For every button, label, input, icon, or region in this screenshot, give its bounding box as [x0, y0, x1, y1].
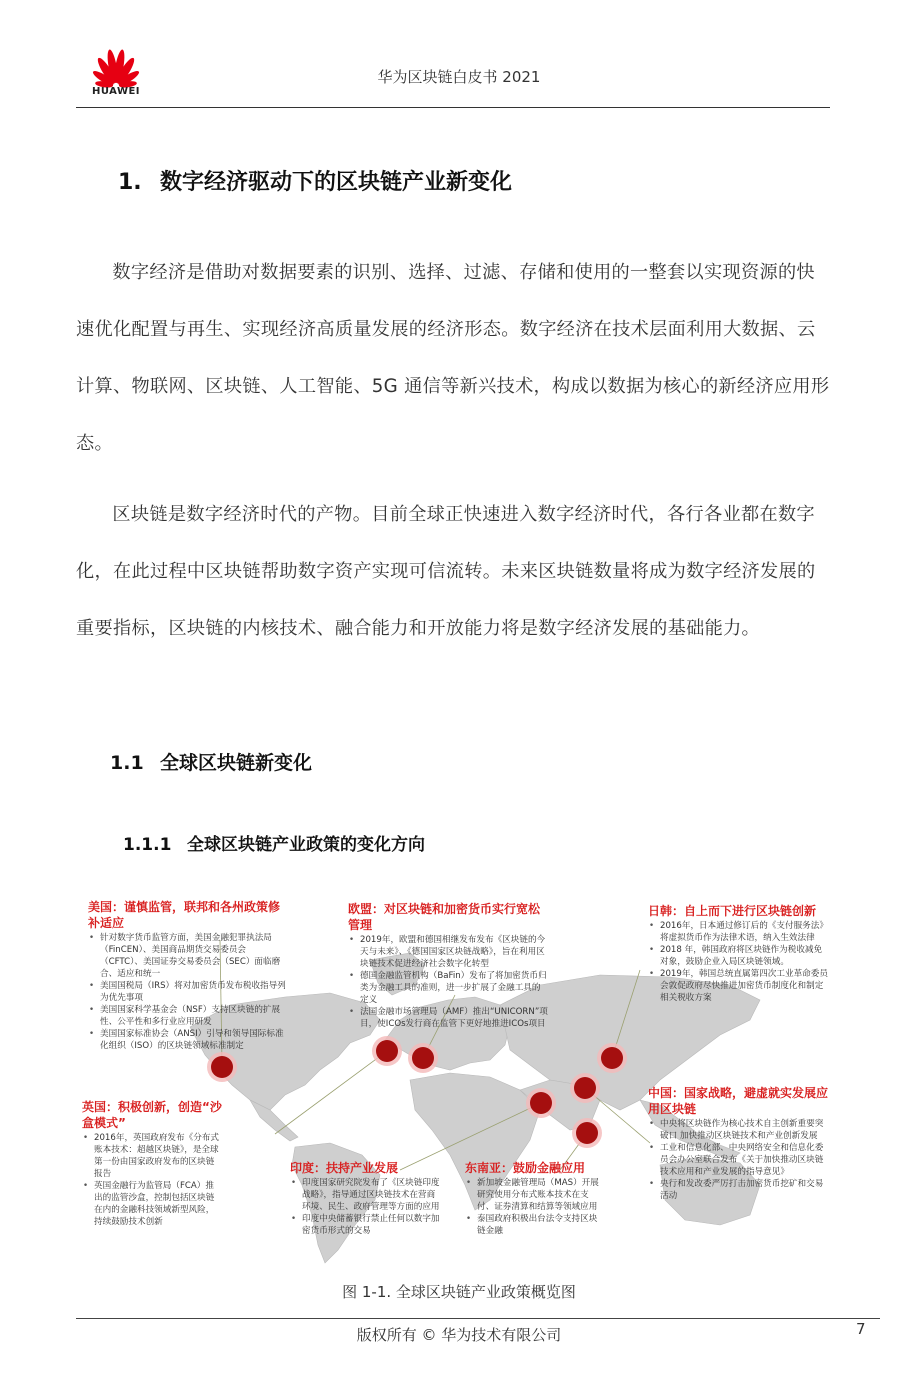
section-heading-1-1 [110, 748, 312, 775]
callout-title: 中国：国家战略，避虚就实发展应用区块链 [648, 1086, 829, 1116]
figure-caption: 图 1-1. 全球区块链产业政策概览图 [342, 1283, 576, 1301]
section-number: 1. [118, 170, 142, 195]
callout-item: • 2016年，日本通过修订后的《支付服务法》将虚拟货币作为法律术语，纳入生效法律 [660, 920, 828, 944]
document-title: 华为区块链白皮书 2021 [377, 68, 541, 86]
callout-title: 日韩：自上而下进行区块链创新 [648, 904, 817, 918]
callout-item: • 针对数字货币监管方面，美国金融犯罪执法局（FinCEN）、美国商品期货交易委员会（CFTC）、美国证券交易委员会（SEC）面临磨合、适应和统一 [100, 932, 288, 980]
callout-india [290, 1160, 440, 1237]
page-number: 7 [856, 1320, 866, 1338]
section-heading-1 [118, 165, 512, 196]
footer-divider [76, 1318, 880, 1319]
section-title: 全球区块链产业政策的变化方向 [187, 835, 425, 855]
callout-item: • 美国国税局（IRS）将对加密货币发布税收指导列为优先事项 [100, 980, 288, 1004]
callout-title: 欧盟：对区块链和加密货币实行宽松管理 [348, 902, 541, 932]
section-title: 数字经济驱动下的区块链产业新变化 [160, 170, 513, 195]
section-number: 1.1.1 [123, 835, 172, 855]
callout-item: • 新加坡金融管理局（MAS）开展研究使用分布式账本技术在支付、证券清算和结算等领域应用 [477, 1177, 605, 1213]
callout-item: • 中央将区块链作为核心技术自主创新重要突破口 加快推动区块链技术和产业创新发展 [660, 1118, 828, 1142]
callout-title: 美国：谨慎监管，联邦和各州政策修补适应 [88, 900, 281, 930]
callout-item: • 2019年，欧盟和德国相继发布发布《区块链的今天与未来》、《德国国家区块链战略》，旨在利用区块链技术促进经济社会数字化转型 [360, 934, 548, 970]
callout-japan-korea [648, 903, 828, 1004]
callout-item: • 德国金融监管机构（BaFin）发布了将加密货币归类为金融工具的准则，进一步扩展了金融工具的定义 [360, 970, 548, 1006]
callout-item: • 法国金融市场管理局（AMF）推出“UNICORN”项目，使ICOs发行商在监管下更好地推进ICOs项目 [360, 1006, 548, 1030]
copyright-notice: 版权所有 © 华为技术有限公司 [356, 1326, 562, 1344]
callout-item: • 印度国家研究院发布了《区块链印度战略》，指导通过区块链技术在营商环境、民生、政府管理等方面的应用 [302, 1177, 440, 1213]
callout-item: • 美国国家标准协会（ANSI）引导和领导国际标准化组织（ISO）的区块链领域标准制定 [100, 1028, 288, 1052]
paragraph-digital-economy: 数字经济是借助对数据要素的识别、选择、过滤、存储和使用的一整套以实现资源的快速优化配置与再生、实现经济高质量发展的经济形态。数字经济在技术层面利用大数据、云计算、物联网、区块链、人工智能、5G 通信等新兴技术，构成以数据为核心的新经济应用形态。 [76, 262, 830, 454]
callout-item: • 2018 年，韩国政府将区块链作为税收减免对象，鼓励企业入局区块链领域。 [660, 944, 828, 968]
section-heading-1-1-1 [123, 830, 425, 855]
header-divider [76, 107, 830, 108]
paragraph-blockchain: 区块链是数字经济时代的产物。目前全球正快速进入数字经济时代，各行各业都在数字化，在此过程中区块链帮助数字资产实现可信流转。未来区块链数量将成为数字经济发展的重要指标，区块链的内核技术、融合能力和开放能力将是数字经济发展的基础能力。 [76, 504, 816, 639]
section-number: 1.1 [110, 752, 144, 774]
global-policy-map-figure [80, 885, 840, 1270]
callout-item: • 英国金融行为监管局（FCA）推出的监管沙盒，控制包括区块链在内的金融科技领域新型风险，持续鼓励技术创新 [94, 1180, 222, 1228]
huawei-logo-text: HUAWEI [91, 86, 141, 97]
callout-item: • 2016年，英国政府发布《分布式账本技术：超越区块链》，是全球第一份由国家政府发布的区块链报告 [94, 1132, 222, 1180]
section-title: 全球区块链新变化 [160, 752, 313, 774]
callout-item: • 央行和发改委严厉打击加密货币挖矿和交易活动 [660, 1178, 828, 1202]
callout-title: 东南亚：鼓励金融应用 [465, 1161, 586, 1175]
callout-eu [348, 901, 548, 1030]
callout-item: • 工业和信息化部、中央网络安全和信息化委员会办公室联合发布《关于加快推动区块链技术应用和产业发展的指导意见》 [660, 1142, 828, 1178]
callout-title: 英国：积极创新，创造“沙盒模式” [82, 1100, 222, 1130]
callout-item: • 泰国政府积极出台法令支持区块链金融 [477, 1213, 605, 1237]
callout-item: • 2019年，韩国总统直属第四次工业革命委员会敦促政府尽快推进加密货币制度化和制定相关税收方案 [660, 968, 828, 1004]
callout-china [648, 1085, 828, 1202]
callout-item: • 印度中央储蓄银行禁止任何以数字加密货币形式的交易 [302, 1213, 440, 1237]
callout-item: • 美国国家科学基金会（NSF）支持区块链的扩展性、公平性和多行业应用研发 [100, 1004, 288, 1028]
callout-title: 印度：扶持产业发展 [290, 1161, 399, 1175]
callout-southeast-asia [465, 1160, 605, 1237]
callout-uk [82, 1099, 222, 1228]
callout-usa [88, 899, 288, 1052]
